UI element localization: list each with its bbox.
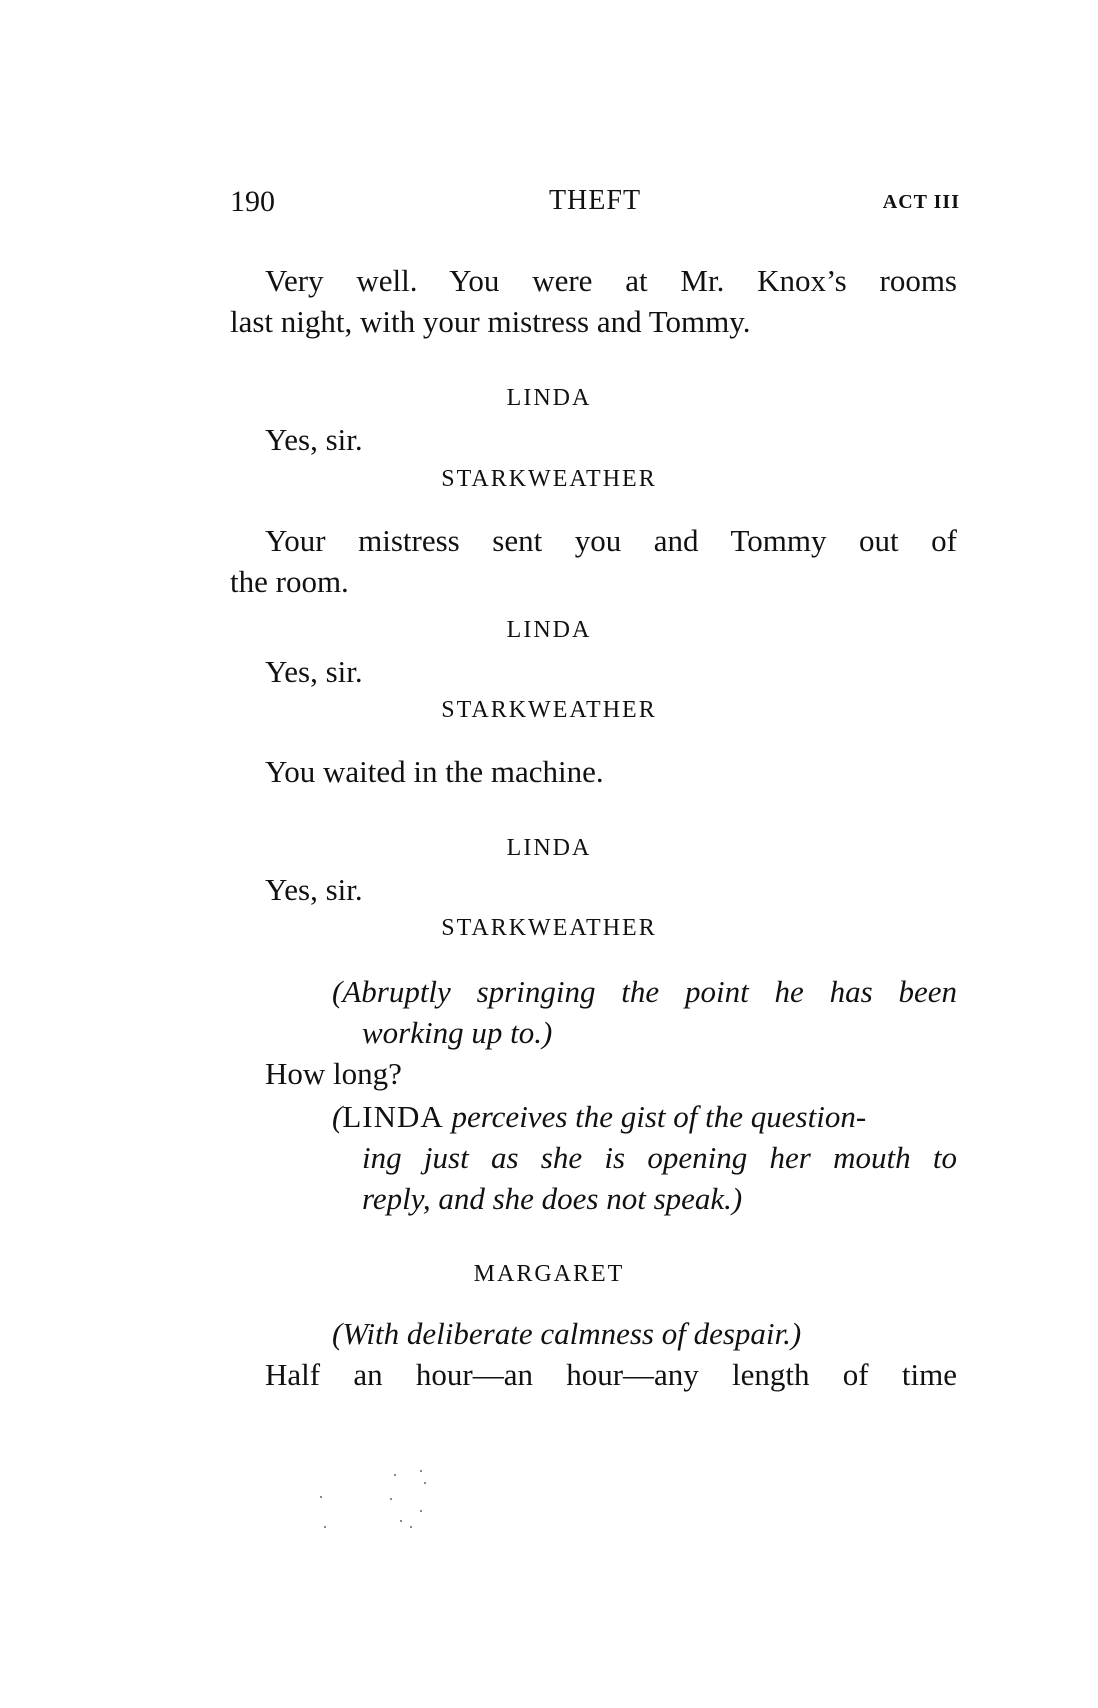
print-specks bbox=[320, 1470, 440, 1550]
dialogue-line: Your mistress sent you and Tommy out of bbox=[265, 523, 957, 558]
speaker-name: STARKWEATHER bbox=[441, 915, 657, 941]
speaker-name: MARGARET bbox=[473, 1261, 625, 1287]
stage-direction: (Abruptly springing the point he has been bbox=[332, 974, 957, 1009]
stage-direction: (With deliberate calmness of despair.) bbox=[332, 1316, 802, 1351]
act-label: ACT III bbox=[882, 191, 960, 213]
speaker-name: LINDA bbox=[506, 385, 592, 411]
stage-direction: ing just as she is opening her mouth to bbox=[362, 1140, 957, 1175]
page-header bbox=[230, 185, 960, 225]
speaker-name: STARKWEATHER bbox=[441, 697, 657, 723]
stage-direction: (LINDA perceives the gist of the question- bbox=[332, 1099, 867, 1134]
dialogue-line: Yes, sir. bbox=[265, 422, 363, 457]
page-number: 190 bbox=[230, 185, 275, 218]
dialogue-line: How long? bbox=[265, 1056, 402, 1091]
speaker-name: LINDA bbox=[506, 617, 592, 643]
dialogue-line: the room. bbox=[230, 564, 349, 599]
dialogue-line: Half an hour—an hour—any length of time bbox=[265, 1357, 957, 1392]
stage-direction: reply, and she does not speak.) bbox=[362, 1181, 743, 1216]
character-name: LINDA bbox=[342, 1099, 444, 1134]
stage-direction: working up to.) bbox=[362, 1015, 553, 1050]
stage-direction-text: perceives the gist of the question- bbox=[451, 1099, 867, 1134]
dialogue-line: last night, with your mistress and Tommy. bbox=[230, 304, 751, 339]
dialogue-line: Very well. You were at Mr. Knox’s rooms bbox=[265, 263, 957, 298]
running-title: THEFT bbox=[548, 185, 642, 216]
dialogue-line: Yes, sir. bbox=[265, 654, 363, 689]
speaker-name: LINDA bbox=[506, 835, 592, 861]
speaker-name: STARKWEATHER bbox=[441, 466, 657, 492]
dialogue-line: You waited in the machine. bbox=[265, 754, 604, 789]
dialogue-line: Yes, sir. bbox=[265, 872, 363, 907]
